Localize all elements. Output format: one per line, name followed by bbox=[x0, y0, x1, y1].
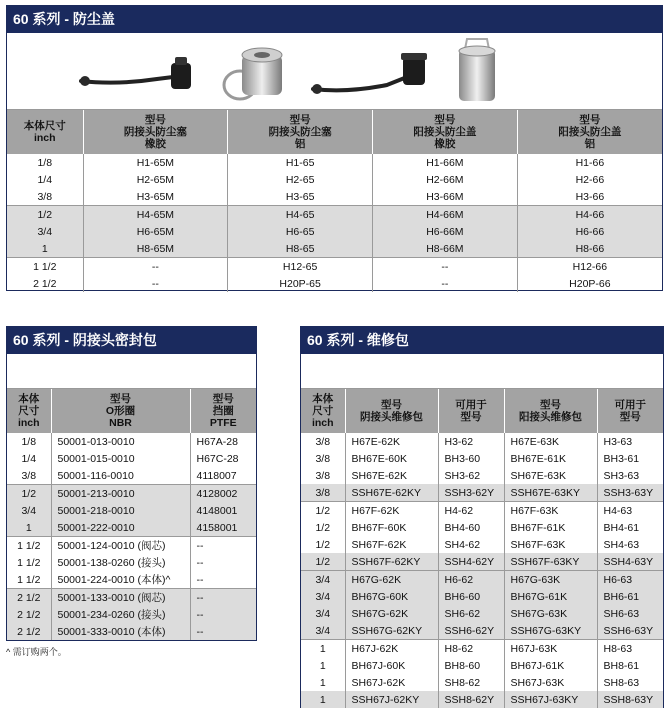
table-cell: 1 bbox=[301, 674, 345, 691]
table-cell: H1-65M bbox=[83, 154, 228, 171]
header-female-for: 可用于 型号 bbox=[438, 389, 504, 433]
table-cell: H2-65 bbox=[228, 171, 373, 188]
table-cell: 1/2 bbox=[301, 519, 345, 536]
table-cell: 1 bbox=[7, 240, 83, 258]
table-cell: 1 bbox=[301, 657, 345, 674]
table-row bbox=[7, 537, 256, 555]
table-cell: SH67E-63K bbox=[504, 467, 597, 484]
dust-cap-table bbox=[7, 110, 662, 292]
table-cell: SSH67J-62KY bbox=[345, 691, 438, 708]
table-cell: SSH67E-62KY bbox=[345, 484, 438, 502]
table-row bbox=[301, 691, 663, 708]
repair-kit-table bbox=[301, 389, 663, 708]
table-cell: H4-62 bbox=[438, 502, 504, 520]
seal-kit-title: 60 系列 - 阴接头密封包 bbox=[7, 327, 256, 354]
table-row bbox=[7, 467, 256, 485]
table-cell: 1/2 bbox=[301, 536, 345, 553]
table-cell: 50001-138-0260 (接头) bbox=[51, 554, 190, 571]
table-cell: 4118007 bbox=[196, 469, 237, 482]
table-cell: 1 1/2 bbox=[7, 554, 51, 571]
table-cell: BH3-61 bbox=[603, 452, 640, 465]
table-cell: BH67E-60K bbox=[345, 450, 438, 467]
repair-kit-spacer bbox=[301, 354, 663, 389]
dust-cap-panel bbox=[6, 5, 663, 291]
repair-kit-panel bbox=[300, 326, 664, 708]
table-cell: SH67J-62K bbox=[345, 674, 438, 691]
table-cell: H8-66M bbox=[373, 240, 518, 258]
table-cell: BH4-60 bbox=[438, 519, 504, 536]
table-cell: 1 bbox=[301, 640, 345, 658]
table-row bbox=[7, 519, 256, 537]
table-cell: H8-66 bbox=[517, 240, 662, 258]
table-cell: 2 1/2 bbox=[7, 275, 83, 292]
table-cell: SH6-63 bbox=[597, 605, 663, 622]
table-cell: H3-66M bbox=[373, 188, 518, 206]
table-header-row bbox=[7, 110, 662, 154]
table-cell: 50001-218-0010 bbox=[51, 502, 190, 519]
table-cell: -- bbox=[190, 537, 256, 555]
table-cell: H67E-62K bbox=[345, 433, 438, 450]
table-cell: SSH3-62Y bbox=[438, 484, 504, 502]
table-cell: 50001-234-0260 (接头) bbox=[51, 606, 190, 623]
table-cell: 1 1/2 bbox=[7, 571, 51, 589]
table-cell: H4-66M bbox=[373, 206, 518, 224]
table-cell: H6-65M bbox=[83, 223, 228, 240]
table-cell: H2-66M bbox=[373, 171, 518, 188]
table-row bbox=[7, 188, 662, 206]
table-cell: 50001-224-0010 (本体)^ bbox=[51, 571, 190, 589]
table-cell: SSH8-63Y bbox=[597, 691, 663, 708]
table-cell: 3/8 bbox=[301, 433, 345, 450]
header-male-rubber: 型号 阳接头防尘盖 橡胶 bbox=[373, 110, 518, 154]
table-row bbox=[301, 553, 663, 571]
table-cell: 3/4 bbox=[301, 571, 345, 589]
table-cell: H4-65 bbox=[228, 206, 373, 224]
header-oring: 型号 O形圈 NBR bbox=[51, 389, 190, 433]
table-cell: BH67F-60K bbox=[345, 519, 438, 536]
table-cell: 50001-133-0010 (阀芯) bbox=[51, 589, 190, 607]
header-male-for: 可用于 型号 bbox=[597, 389, 663, 433]
table-cell: 50001-124-0010 (阀芯) bbox=[51, 537, 190, 555]
table-cell: H2-65M bbox=[83, 171, 228, 188]
table-cell: 50001-213-0010 bbox=[51, 485, 190, 503]
table-cell: 1/2 bbox=[7, 485, 51, 503]
table-cell: SSH4-63Y bbox=[597, 553, 663, 571]
table-cell: BH6-61 bbox=[597, 588, 663, 605]
table-row bbox=[301, 519, 663, 536]
table-cell: BH6-60 bbox=[438, 588, 504, 605]
table-cell: BH4-61 bbox=[603, 521, 640, 534]
table-cell: 50001-015-0010 bbox=[51, 450, 190, 467]
table-cell: 1/8 bbox=[7, 154, 83, 171]
table-row bbox=[7, 502, 256, 519]
table-cell: SH67F-62K bbox=[345, 536, 438, 553]
seal-kit-panel bbox=[6, 326, 257, 641]
table-cell: 4128002 bbox=[190, 485, 256, 503]
header-male-kit: 型号 阳接头维修包 bbox=[504, 389, 597, 433]
table-cell: -- bbox=[373, 275, 518, 292]
table-cell: SH4-63 bbox=[603, 538, 640, 551]
table-row bbox=[7, 589, 256, 607]
table-cell: 2 1/2 bbox=[7, 623, 51, 640]
table-row bbox=[7, 606, 256, 623]
table-cell: SH67G-62K bbox=[345, 605, 438, 622]
header-size: 本体 尺寸 inch bbox=[7, 389, 51, 433]
table-cell: 1 bbox=[301, 691, 345, 708]
table-cell: 4158001 bbox=[190, 519, 256, 537]
table-cell: 3/8 bbox=[301, 450, 345, 467]
table-cell: H20P-65 bbox=[228, 275, 373, 292]
aluminum-plug-image bbox=[220, 37, 290, 107]
table-cell: 3/4 bbox=[7, 223, 83, 240]
table-cell: SH3-62 bbox=[438, 467, 504, 484]
table-cell: H3-65 bbox=[228, 188, 373, 206]
table-cell: 3/4 bbox=[301, 622, 345, 640]
table-cell: BH67J-61K bbox=[504, 657, 597, 674]
header-size: 本体 尺寸 inch bbox=[301, 389, 345, 433]
product-image-row bbox=[7, 33, 662, 110]
table-cell: H67F-62K bbox=[345, 502, 438, 520]
table-cell: 3/8 bbox=[7, 188, 83, 206]
table-cell: -- bbox=[196, 556, 204, 569]
table-cell: SH3-63 bbox=[603, 469, 640, 482]
table-cell: H8-65 bbox=[228, 240, 373, 258]
table-cell: -- bbox=[83, 275, 228, 292]
repair-kit-body bbox=[301, 433, 663, 708]
table-row bbox=[7, 571, 256, 589]
table-cell: BH67F-61K bbox=[504, 519, 597, 536]
table-cell: SH8-62 bbox=[438, 674, 504, 691]
table-cell: H12-66 bbox=[517, 258, 662, 276]
rubber-plug-image bbox=[77, 41, 197, 103]
table-cell: 1/2 bbox=[301, 502, 345, 520]
table-cell: H3-65M bbox=[83, 188, 228, 206]
table-cell: BH67E-61K bbox=[504, 450, 597, 467]
table-row bbox=[7, 433, 256, 450]
table-row bbox=[7, 554, 256, 571]
seal-kit-table bbox=[7, 389, 256, 640]
table-cell: H3-63 bbox=[603, 435, 633, 448]
table-cell: H67G-63K bbox=[504, 571, 597, 589]
header-male-aluminum: 型号 阳接头防尘盖 铝 bbox=[517, 110, 662, 154]
table-row bbox=[7, 240, 662, 258]
table-cell: 3/4 bbox=[301, 588, 345, 605]
table-cell: -- bbox=[196, 573, 204, 586]
table-cell: H6-65 bbox=[228, 223, 373, 240]
table-cell: H12-65 bbox=[228, 258, 373, 276]
table-cell: 2 1/2 bbox=[7, 606, 51, 623]
table-cell: -- bbox=[190, 589, 256, 607]
table-cell: SSH8-62Y bbox=[438, 691, 504, 708]
table-row bbox=[301, 571, 663, 589]
table-cell: H67G-62K bbox=[345, 571, 438, 589]
table-cell: 3/8 bbox=[301, 467, 345, 484]
table-row bbox=[7, 485, 256, 503]
table-cell: H8-63 bbox=[597, 640, 663, 658]
table-cell: SH67J-63K bbox=[504, 674, 597, 691]
table-cell: H67E-63K bbox=[504, 433, 597, 450]
table-cell: SH4-62 bbox=[438, 536, 504, 553]
table-cell: BH8-61 bbox=[603, 659, 640, 672]
table-cell: 1 1/2 bbox=[7, 258, 83, 276]
header-backup-ring: 型号 挡圈 PTFE bbox=[190, 389, 256, 433]
table-cell: H6-66M bbox=[373, 223, 518, 240]
table-row bbox=[301, 502, 663, 520]
table-header-row bbox=[301, 389, 663, 433]
table-cell: H6-66 bbox=[517, 223, 662, 240]
table-cell: -- bbox=[190, 606, 256, 623]
table-row bbox=[7, 258, 662, 276]
table-cell: 3/4 bbox=[7, 502, 51, 519]
table-row bbox=[301, 674, 663, 691]
table-row bbox=[7, 171, 662, 188]
table-cell: H1-66 bbox=[575, 156, 605, 169]
table-cell: 50001-116-0010 bbox=[51, 467, 190, 485]
table-row bbox=[301, 467, 663, 484]
table-cell: H8-65M bbox=[83, 240, 228, 258]
table-cell: 1 1/2 bbox=[7, 537, 51, 555]
table-row bbox=[301, 622, 663, 640]
table-cell: H6-62 bbox=[438, 571, 504, 589]
table-cell: SSH67J-63KY bbox=[504, 691, 597, 708]
table-cell: H1-65 bbox=[228, 154, 373, 171]
table-cell: H3-62 bbox=[438, 433, 504, 450]
table-row bbox=[301, 640, 663, 658]
table-row bbox=[301, 657, 663, 674]
header-female-aluminum: 型号 阴接头防尘塞 铝 bbox=[228, 110, 373, 154]
table-cell: 1/8 bbox=[7, 433, 51, 450]
header-size: 本体尺寸 inch bbox=[7, 110, 83, 154]
table-cell: 3/8 bbox=[7, 467, 51, 485]
table-cell: SSH4-62Y bbox=[438, 553, 504, 571]
seal-kit-footnote: ^ 需订购两个。 bbox=[6, 647, 67, 657]
seal-kit-spacer bbox=[7, 354, 256, 389]
table-row bbox=[7, 154, 662, 171]
dust-cap-title: 60 系列 - 防尘盖 bbox=[7, 6, 662, 33]
table-row bbox=[301, 450, 663, 467]
table-cell: 50001-333-0010 (本体) bbox=[51, 623, 190, 640]
table-row bbox=[301, 484, 663, 502]
table-cell: 1/4 bbox=[7, 450, 51, 467]
table-cell: SSH67G-63KY bbox=[504, 622, 597, 640]
table-row bbox=[301, 433, 663, 450]
table-cell: H67C-28 bbox=[196, 452, 239, 465]
table-cell: H8-62 bbox=[438, 640, 504, 658]
rubber-cap-image bbox=[307, 43, 432, 103]
table-cell: SSH67F-62KY bbox=[345, 553, 438, 571]
table-cell: 1/2 bbox=[301, 553, 345, 571]
table-cell: SH8-63 bbox=[603, 676, 640, 689]
table-row bbox=[7, 275, 662, 292]
table-cell: SSH67G-62KY bbox=[345, 622, 438, 640]
repair-kit-title: 60 系列 - 维修包 bbox=[301, 327, 663, 354]
table-cell: 1/4 bbox=[7, 171, 83, 188]
table-cell: 3/8 bbox=[301, 484, 345, 502]
table-cell: 1 bbox=[7, 519, 51, 537]
table-cell: BH8-60 bbox=[438, 657, 504, 674]
table-cell: 2 1/2 bbox=[7, 589, 51, 607]
table-cell: SSH3-63Y bbox=[597, 484, 663, 502]
table-row bbox=[301, 588, 663, 605]
table-cell: -- bbox=[190, 623, 256, 640]
table-cell: BH67G-60K bbox=[345, 588, 438, 605]
table-row bbox=[7, 206, 662, 224]
table-cell: 3/4 bbox=[301, 605, 345, 622]
table-cell: H2-66 bbox=[575, 173, 605, 186]
header-female-kit: 型号 阴接头维修包 bbox=[345, 389, 438, 433]
table-cell: BH67J-60K bbox=[345, 657, 438, 674]
table-row bbox=[7, 450, 256, 467]
table-cell: SSH6-62Y bbox=[438, 622, 504, 640]
table-cell: -- bbox=[373, 258, 518, 276]
table-cell: H4-66 bbox=[517, 206, 662, 224]
table-cell: H4-65M bbox=[83, 206, 228, 224]
aluminum-cap-image bbox=[447, 35, 507, 107]
table-cell: BH3-60 bbox=[438, 450, 504, 467]
table-row bbox=[301, 605, 663, 622]
table-cell: 50001-013-0010 bbox=[51, 433, 190, 450]
seal-kit-body bbox=[7, 433, 256, 640]
table-cell: SH67E-62K bbox=[345, 467, 438, 484]
table-cell: H3-66 bbox=[575, 190, 605, 203]
table-cell: 1/2 bbox=[7, 206, 83, 224]
table-cell: H20P-66 bbox=[569, 277, 611, 290]
dust-cap-body bbox=[7, 154, 662, 292]
table-cell: 4148001 bbox=[190, 502, 256, 519]
header-female-rubber: 型号 阴接头防尘塞 橡胶 bbox=[83, 110, 228, 154]
table-cell: SH67G-63K bbox=[504, 605, 597, 622]
table-cell: H67J-62K bbox=[345, 640, 438, 658]
table-cell: SH6-62 bbox=[438, 605, 504, 622]
table-row bbox=[301, 536, 663, 553]
table-cell: H67F-63K bbox=[504, 502, 597, 520]
table-cell: H67A-28 bbox=[196, 435, 238, 448]
table-cell: H6-63 bbox=[597, 571, 663, 589]
table-cell: SSH67E-63KY bbox=[504, 484, 597, 502]
table-cell: SSH6-63Y bbox=[597, 622, 663, 640]
table-cell: SSH67F-63KY bbox=[504, 553, 597, 571]
table-header-row bbox=[7, 389, 256, 433]
table-cell: SH67F-63K bbox=[504, 536, 597, 553]
table-cell: 50001-222-0010 bbox=[51, 519, 190, 537]
table-cell: H4-63 bbox=[597, 502, 663, 520]
table-row bbox=[7, 623, 256, 640]
table-row bbox=[7, 223, 662, 240]
table-cell: H1-66M bbox=[373, 154, 518, 171]
table-cell: BH67G-61K bbox=[504, 588, 597, 605]
table-cell: -- bbox=[83, 258, 228, 276]
table-cell: H67J-63K bbox=[504, 640, 597, 658]
